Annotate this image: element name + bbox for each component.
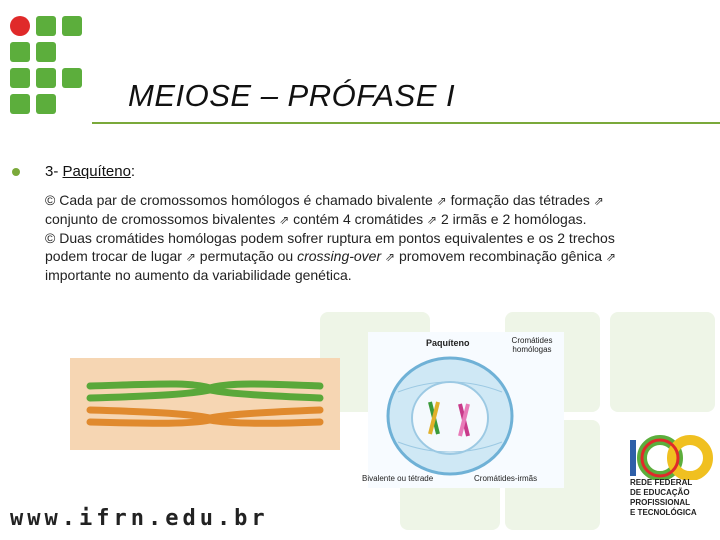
bullet-icon — [12, 168, 20, 176]
arrow-icon: ⇗ — [427, 213, 438, 227]
footer-url: www.ifrn.edu.br — [10, 506, 269, 531]
label-bivalente: Bivalente ou tétrade — [362, 474, 434, 483]
label-cromatides-homologas: Cromátides homólogas — [511, 336, 553, 354]
centenary-logo-icon — [624, 432, 714, 480]
arrow-icon: ⇗ — [436, 194, 447, 208]
arrow-icon: ⇗ — [185, 250, 196, 264]
slide-body — [45, 191, 630, 284]
figure-title: Paquíteno — [426, 338, 470, 348]
arrow-icon: ⇗ — [385, 250, 396, 264]
chromosome-pair-image — [70, 358, 340, 450]
bullet-heading: 3- Paquíteno: — [45, 163, 136, 180]
decor-tile — [610, 312, 715, 412]
paragraph-1: © Cada par de cromossomos homólogos é chamado bivalente ⇗ formação das tétrades ⇗ conjunto de cromossomos bivalentes ⇗ contém 4 cromátides ⇗ 2 irmãs e 2 homólogas. — [45, 192, 604, 227]
institution-logo — [10, 16, 86, 116]
arrow-icon: ⇗ — [279, 213, 290, 227]
arrow-icon: ⇗ — [593, 194, 604, 208]
rede-federal-text: REDE FEDERAL DE EDUCAÇÃO PROFISSIONAL E TECNOLÓGICA — [630, 478, 697, 517]
paragraph-2: © Duas cromátides homólogas podem sofrer ruptura em pontos equivalentes e os 2 trechos podem trocar de lugar ⇗ permutação ou crossing-over ⇗ promovem recombinação gênica ⇗ importante no aumento da variabilidade genética. — [45, 230, 617, 283]
title-underline — [92, 122, 720, 124]
arrow-icon: ⇗ — [605, 250, 617, 264]
label-cromatides-irmas: Cromátides-irmãs — [474, 474, 538, 483]
slide-title: MEIOSE – PRÓFASE I — [128, 78, 456, 113]
crossing-over-illustration — [70, 358, 340, 450]
paquiteno-cell-diagram — [362, 332, 564, 488]
